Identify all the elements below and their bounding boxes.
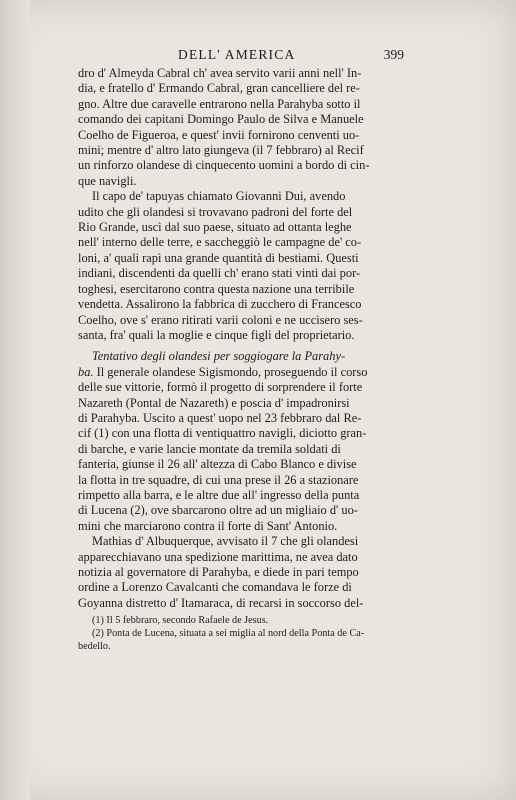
section-heading-rest: Il generale olandese Sigismondo, proseguendo il corso xyxy=(93,364,368,379)
text-line: dia, e fratello d' Ermando Cabral, gran cancelliere del re- xyxy=(78,81,360,96)
running-title: DELL' AMERICA xyxy=(178,47,296,62)
text-line: delle sue vittorie, formò il progetto di sorprendere il forte xyxy=(78,380,363,395)
text-line: loni, a' quali rapì una grande quantità di bestiami. Questi xyxy=(78,250,359,265)
text-line: Coelho, ove s' erano ritirati varii coloni e ne uccisero ses- xyxy=(78,312,363,327)
text-line: mini; mentre d' altro lato giungeva (il 7 febbraro) al Recif xyxy=(78,143,364,158)
text-line: Rio Grande, uscì dal suo paese, situato ad ottanta leghe xyxy=(78,220,352,235)
text-line: indiani, discendenti da quelli ch' erano stati vinti dai por- xyxy=(78,266,361,281)
section-heading-title-end: ba. xyxy=(78,364,94,379)
text-line: nell' interno delle terre, e saccheggiò le campagne de' co- xyxy=(78,235,362,250)
section-heading xyxy=(78,349,404,364)
text-line: Nazareth (Pontal de Nazareth) e poscia d' impadronirsi xyxy=(78,395,350,410)
text-line: toghesi, esercitarono contra questa nazione una terribile xyxy=(78,281,355,296)
page-header xyxy=(78,47,404,65)
text-line: Goyanna distretto d' Itamaraca, di recarsi in soccorso del- xyxy=(78,595,364,610)
text-line: di Lucena (2), ove sbarcarono oltre ad un migliaio d' uo- xyxy=(78,503,358,518)
footnote-continuation: bedello. xyxy=(78,641,111,652)
page-spine-shadow xyxy=(0,0,30,800)
text-line: comando dei capitani Domingo Paulo de Silva e Manuele xyxy=(78,112,364,127)
footnote: (2) Ponta de Lucena, situata a sei miglia al nord della Ponta de Ca- xyxy=(92,628,365,639)
text-line: Il capo de' tapuyas chiamato Giovanni Dui, avendo xyxy=(92,189,346,204)
footnotes xyxy=(78,614,404,653)
text-line: ordine a Lorenzo Cavalcanti che comandava le forze di xyxy=(78,580,352,595)
text-line: notizia al governatore di Parahyba, e diede in pari tempo xyxy=(78,565,359,579)
text-line: Coelho de Figueroa, e quest' invii fornirono cenventi uo- xyxy=(78,127,360,142)
text-line: fanteria, giunse il 26 all' altezza di Cabo Blanco e divise xyxy=(78,457,357,472)
page-number: 399 xyxy=(383,47,404,62)
text-line: rimpetto alla barra, e le altre due all' ingresso della punta xyxy=(78,487,360,502)
text-line xyxy=(78,365,404,380)
text-line: un rinforzo olandese di cinquecento uomini a bordo di cin- xyxy=(78,158,370,173)
text-line: vendetta. Assalirono la fabbrica di zucchero di Francesco xyxy=(78,297,362,312)
text-line: la flotta in tre squadre, di cui una prese il 26 a stazionare xyxy=(78,472,359,487)
footnote: (1) Il 5 febbraro, secondo Rafaele de Jesus. xyxy=(92,615,269,626)
section-heading-title: Tentativo degli olandesi per soggiogare la Parahy- xyxy=(92,349,346,364)
text-line: Mathias d' Albuquerque, avvisato il 7 che gli olandesi xyxy=(92,534,359,549)
text-line: dro d' Almeyda Cabral ch' avea servito varii anni nell' In- xyxy=(78,66,362,80)
text-line: di barche, e varie lancie montate da tremila soldati di xyxy=(78,441,341,456)
text-line: apparecchiavano una spedizione marittima, ne avea dato xyxy=(78,549,358,564)
text-line: mini che marciarono contra il forte di Sant' Antonio. xyxy=(78,518,338,533)
text-line: que navigli. xyxy=(78,173,137,188)
body-text xyxy=(78,66,404,611)
text-line: gno. Altre due caravelle entrarono nella Parahyba sotto il xyxy=(78,96,361,111)
text-line: cif (1) con una flotta di ventiquattro navigli, diciotto gran- xyxy=(78,426,367,441)
text-line: di Parahyba. Uscito a quest' uopo nel 23 febbraro dal Re- xyxy=(78,410,362,425)
text-line: udito che gli olandesi si trovavano padroni del forte del xyxy=(78,204,353,219)
text-line: santa, fra' quali la moglie e cinque figli del proprietario. xyxy=(78,327,355,342)
